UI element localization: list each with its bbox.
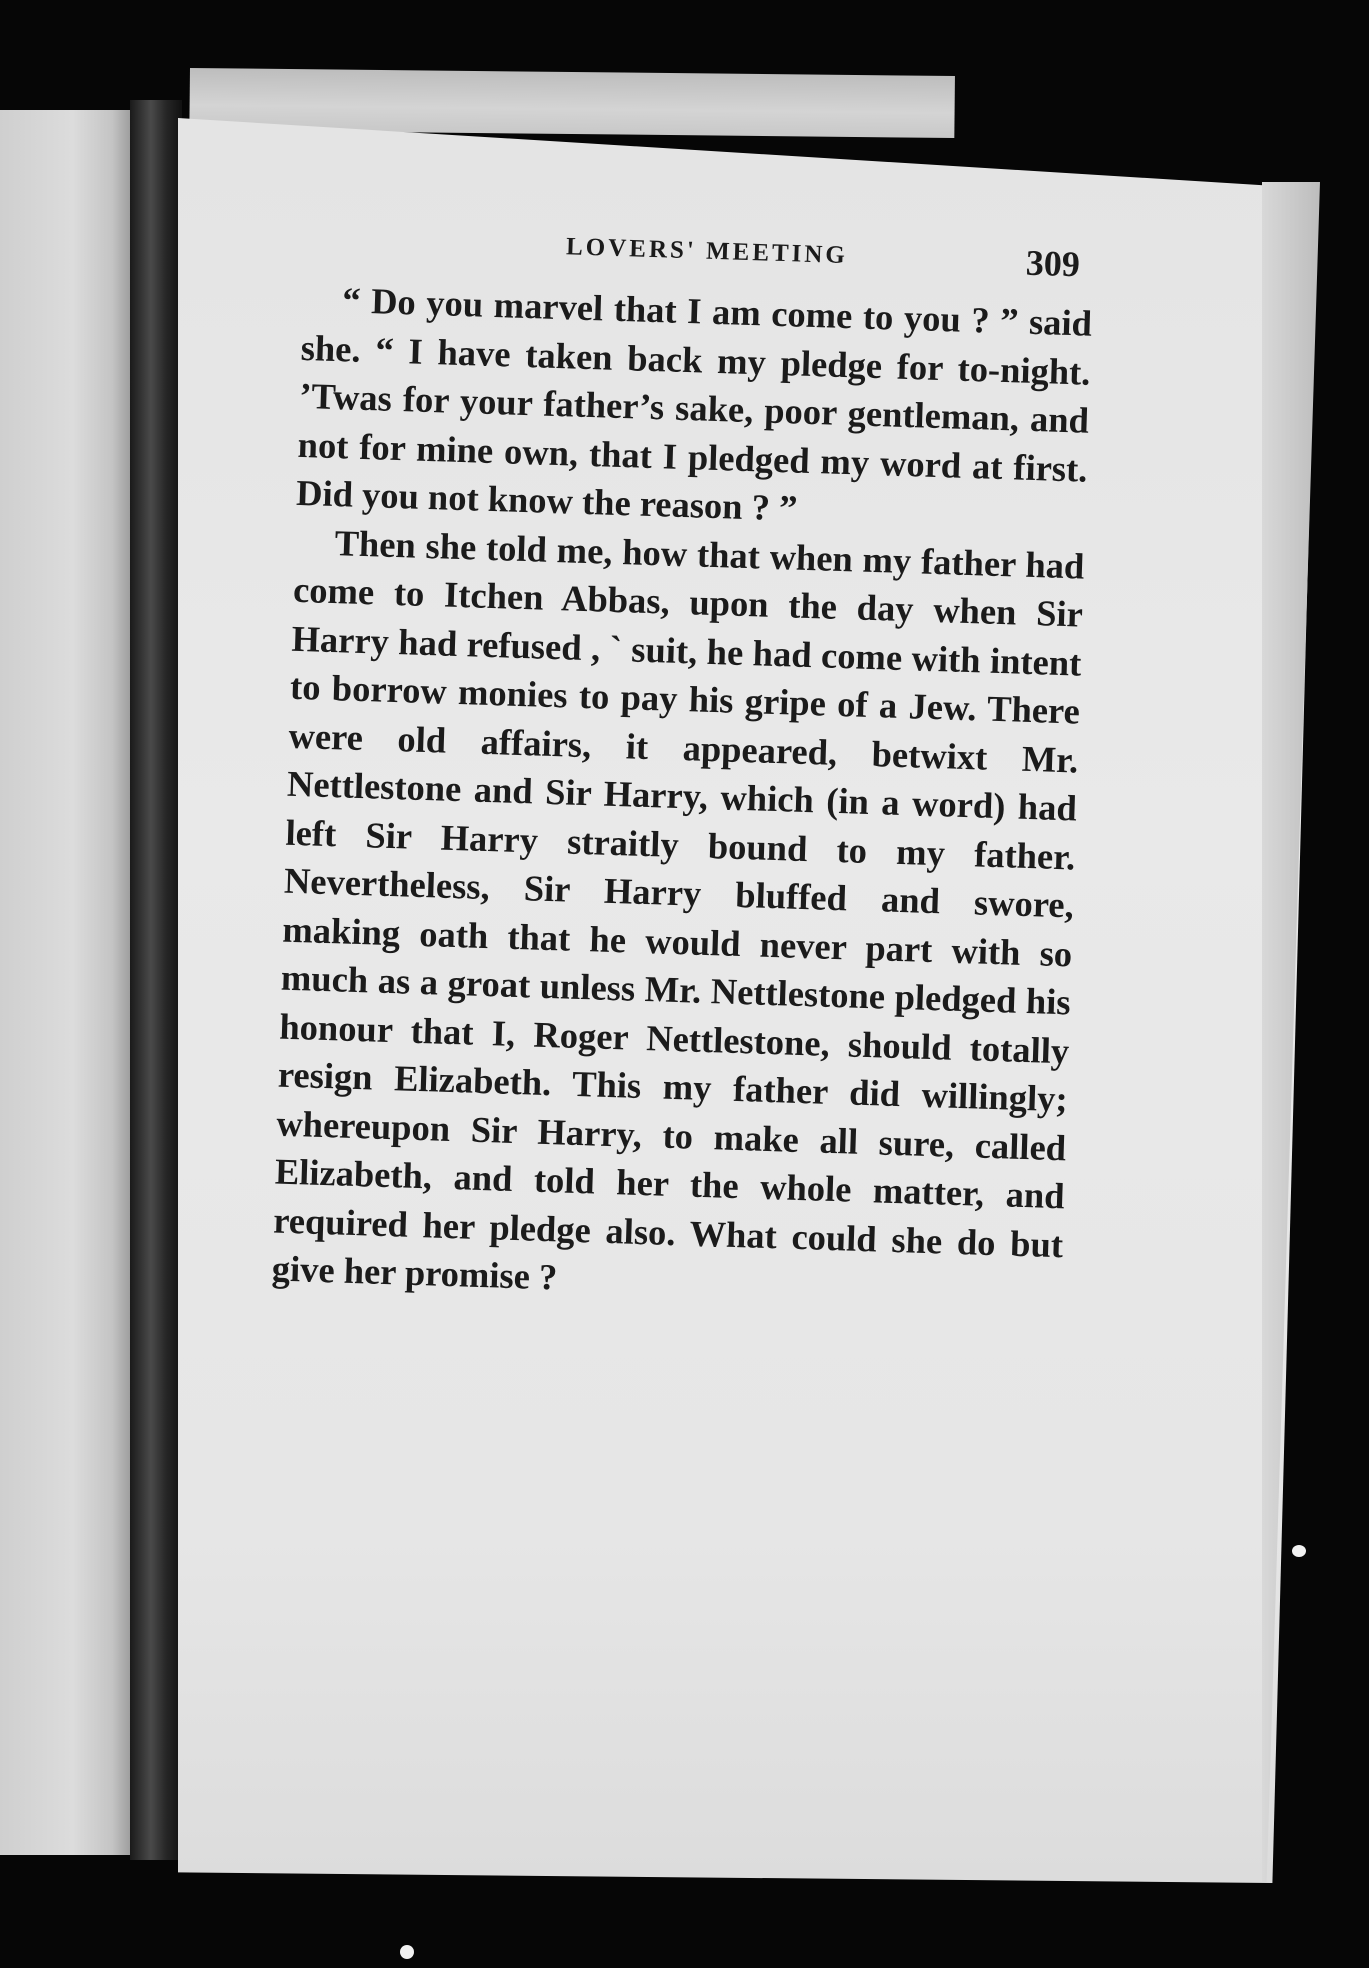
paragraph-2: Then she told me, how that when my father had come to Itchen Abbas, upon the day when Sir Harry had refused , ` suit, he had come with intent to borrow monies to pay his gripe of a Jew. There were old affairs, it appeared, betwixt Mr. Nettlestone and Sir Harry, which (in a word) had left Sir Harry straitly bound to my father. Nevertheless, Sir Harry bluffed and swore, making oath that he would never part with so much as a groat unless Mr. Nettlestone pledged his honour that I, Roger Nettlestone, should totally resign Elizabeth. This my father did willingly; whereupon Sir Harry, to make all sure, called Elizabeth, and told her the whole matter, and required her pledge also. What could she do but give her promise ? xyxy=(271,521,1086,1298)
page-edge-shadow xyxy=(1262,182,1320,1882)
dust-speck xyxy=(1292,1545,1306,1557)
paragraph-1: “ Do you marvel that I am come to you ? ” said she. “ I have taken back my pledge for to-night. ’Twas for your father’s sake, poor gentleman, and not for mine own, that I pledged my word at first. Did you not know the reason ? ” xyxy=(295,279,1093,529)
page-text-block xyxy=(271,215,1094,1318)
page-number: 309 xyxy=(1025,242,1081,285)
dust-speck xyxy=(400,1945,414,1959)
left-facing-page xyxy=(0,110,132,1855)
running-head: LOVERS' MEETING xyxy=(565,233,849,270)
book-spine xyxy=(130,100,182,1860)
